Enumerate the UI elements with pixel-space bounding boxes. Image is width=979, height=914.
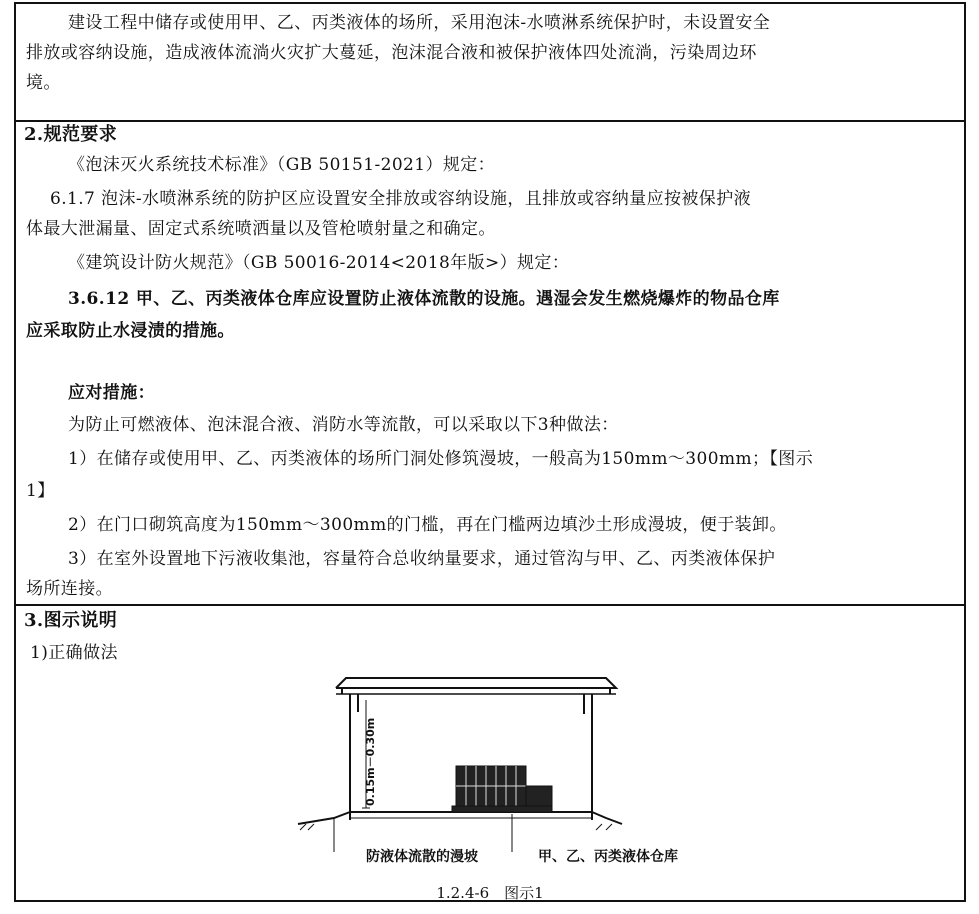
section-requirements (16, 120, 964, 606)
figure-label-left: 防液体流散的漫坡 (366, 849, 478, 865)
illustration-subheading: 1)正确做法 (30, 643, 118, 663)
measure-3-line-1: 3）在室外设置地下污液收集池，容量符合总收纳量要求，通过管沟与甲、乙、丙类液体保护 (68, 549, 776, 569)
std1-clause-line-2: 体最大泄漏量、固定式系统喷洒量以及管枪喷射量之和确定。 (26, 219, 496, 239)
measure-3-line-2: 场所连接。 (26, 579, 113, 599)
figure-caption: 1.2.4-6 图示1 (436, 884, 544, 902)
std1-title: 《泡沫灭火系统技术标准》（GB 50151-2021）规定： (68, 155, 496, 175)
measures-heading: 应对措施： (68, 383, 155, 403)
std2-title: 《建筑设计防火规范》（GB 50016-2014<2018年版>）规定： (68, 253, 570, 273)
measure-2: 2）在门口砌筑高度为150mm～300mm的门槛，再在门槛两边填沙土形成漫坡，便于装卸。 (68, 515, 787, 535)
requirements-heading: 2.规范要求 (24, 124, 118, 145)
dimension-label: 0.15m－0.30m (364, 717, 377, 806)
figure-label-right: 甲、乙、丙类液体仓库 (538, 849, 678, 865)
problem-line-1: 建设工程中储存或使用甲、乙、丙类液体的场所，采用泡沫-水喷淋系统保护时，未设置安全 (68, 13, 771, 33)
std2-clause-line-1: 3.6.12 甲、乙、丙类液体仓库应设置防止液体流散的设施。遇湿会发生燃烧爆炸的物品仓库 (68, 289, 780, 309)
left-ramp (298, 812, 350, 824)
problem-line-3: 境。 (26, 73, 61, 93)
warehouse-figure (276, 674, 636, 864)
measure-1-line-1: 1）在储存或使用甲、乙、丙类液体的场所门洞处修筑漫坡，一般高为150mm～300mm；【图示 (68, 449, 814, 469)
document-frame (14, 2, 966, 902)
problem-line-2: 排放或容纳设施，造成液体流淌火灾扩大蔓延，泡沫混合液和被保护液体四处流淌，污染周边环 (26, 43, 757, 63)
barrel-stack (452, 766, 552, 812)
section-illustration (16, 604, 964, 900)
illustration-heading: 3.图示说明 (24, 610, 118, 631)
measure-1-line-2: 1】 (26, 481, 55, 501)
roof (336, 678, 616, 688)
section-problem (16, 4, 964, 122)
right-ramp (592, 812, 622, 824)
std1-clause-line-1: 6.1.7 泡沫-水喷淋系统的防护区应设置安全排放或容纳设施，且排放或容纳量应按被保护液 (50, 189, 752, 209)
measures-intro: 为防止可燃液体、泡沫混合液、消防水等流散，可以采取以下3种做法： (68, 415, 619, 435)
std2-clause-line-2: 应采取防止水浸渍的措施。 (26, 321, 235, 341)
